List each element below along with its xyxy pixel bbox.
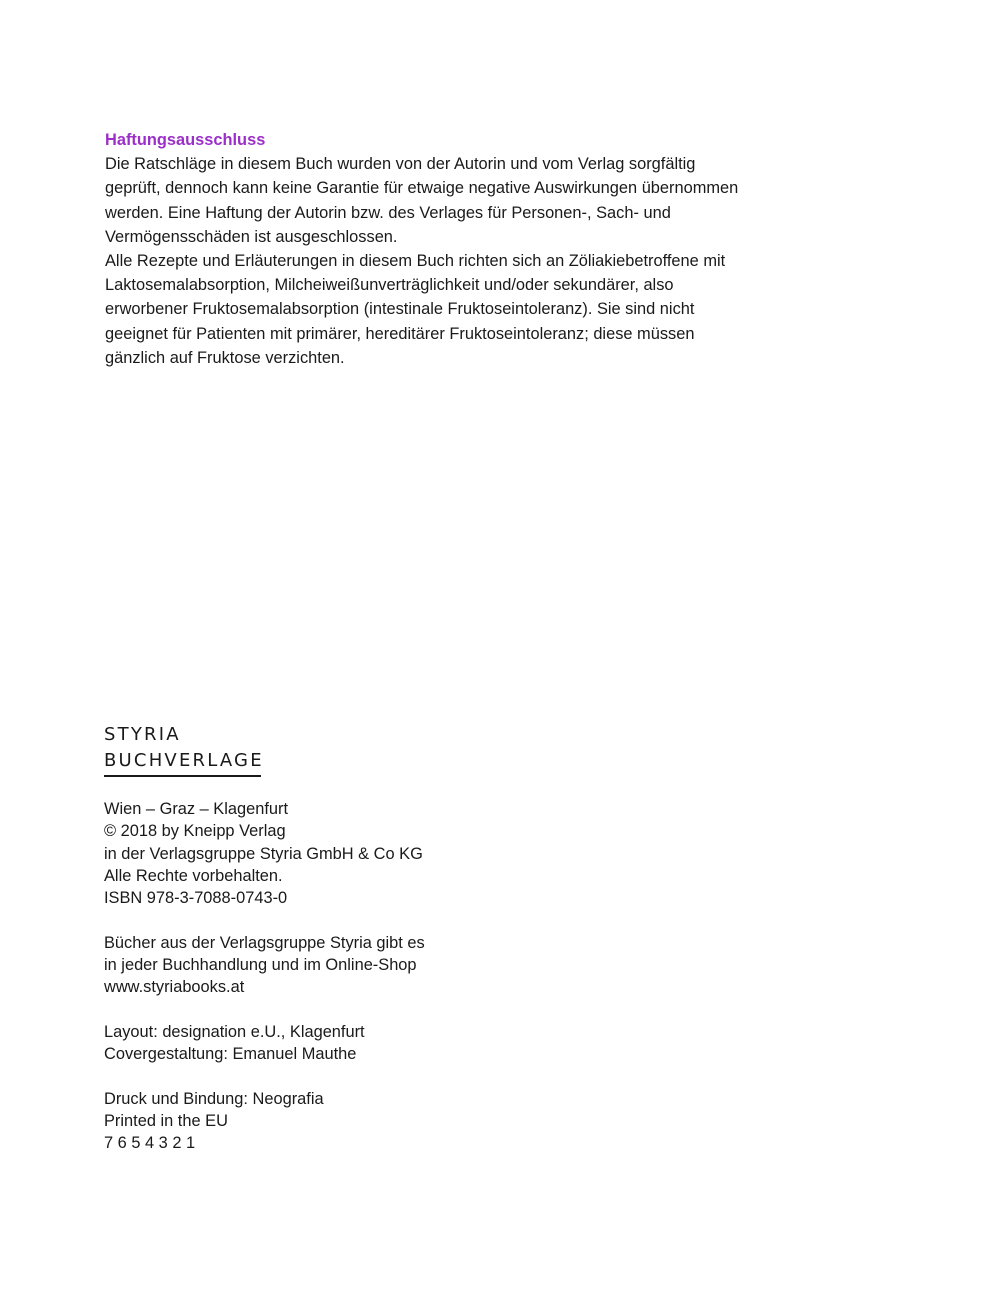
imprint-line: Covergestaltung: Emanuel Mauthe [104, 1045, 357, 1064]
shop-url: www.styriabooks.at [104, 978, 245, 997]
disclaimer-section [105, 128, 745, 370]
print-run-numbers: 7 6 5 4 3 2 1 [104, 1134, 196, 1153]
imprint-publisher-block [104, 798, 524, 909]
imprint-line: Wien – Graz – Klagenfurt [104, 800, 289, 818]
imprint-line: Printed in the EU [104, 1112, 228, 1131]
imprint-line: in der Verlagsgruppe Styria GmbH & Co KG [104, 844, 423, 863]
imprint-line: Bücher aus der Verlagsgruppe Styria gibt es [104, 933, 425, 952]
imprint-line: Druck und Bindung: Neografia [104, 1089, 324, 1108]
logo-underline [104, 775, 261, 777]
imprint-shop-block [104, 932, 524, 999]
imprint-section [104, 798, 524, 1177]
imprint-credits-block [104, 1021, 524, 1066]
disclaimer-title: Haftungsausschluss [105, 131, 266, 149]
imprint-line: © 2018 by Kneipp Verlag [104, 822, 286, 841]
disclaimer-paragraph: Die Ratschläge in diesem Buch wurden von der Autorin und vom Verlag sorgfältig geprüft, dennoch kann keine Garantie für etwaige negative Auswirkungen übernommen werden. Eine Haftung der Autorin bzw. des Verlages für Personen-, Sach- und Vermögensschäden ist ausgeschlossen. [105, 155, 739, 246]
imprint-printing-block [104, 1088, 524, 1155]
styria-buchverlage-logo [104, 722, 262, 777]
logo-line-styria: STYRIA [104, 724, 181, 745]
imprint-line: Layout: designation e.U., Klagenfurt [104, 1022, 365, 1041]
isbn: ISBN 978-3-7088-0743-0 [104, 889, 288, 908]
imprint-line: in jeder Buchhandlung und im Online-Shop [104, 956, 417, 975]
imprint-line: Alle Rechte vorbehalten. [104, 866, 283, 885]
disclaimer-paragraph: Alle Rezepte und Erläuterungen in diesem Buch richten sich an Zöliakiebetroffene mit Laktosemalabsorption, Milcheiweißunverträglichkeit und/oder sekundärer, also erworbener Fruktosemalabsorption (intestinale Fruktoseintoleranz). Sie sind nicht geeignet für Patienten mit primärer, hereditärer Fruktoseintoleranz; diese müssen gänzlich auf Fruktose verzichten. [105, 252, 726, 367]
logo-line-buchverlage: BUCHVERLAGE [104, 750, 264, 771]
